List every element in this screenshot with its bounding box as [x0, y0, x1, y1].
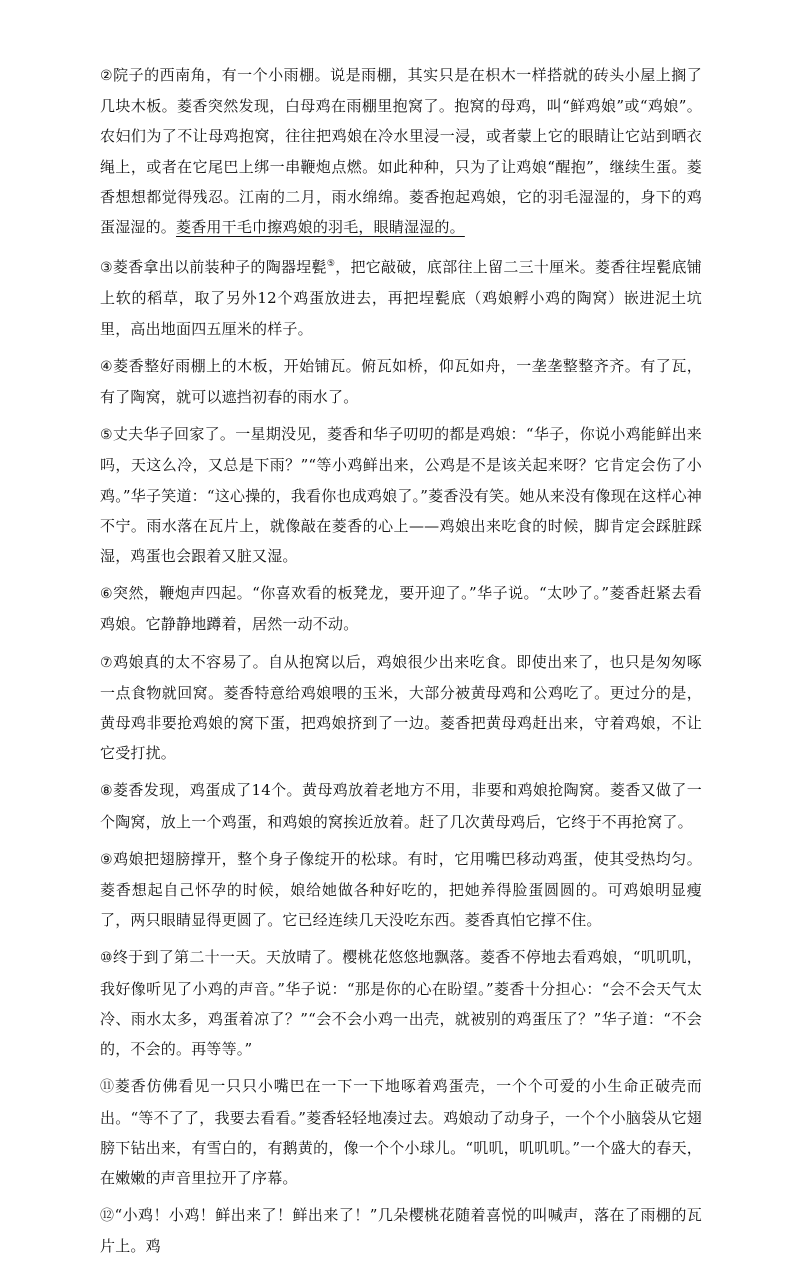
paragraph-2 [100, 60, 702, 242]
paragraph-10 [100, 942, 702, 1064]
paragraph-number: ⑫ [100, 1208, 115, 1225]
paragraph-number: ⑨ [100, 851, 114, 868]
paragraph-12 [100, 1200, 702, 1261]
paragraph-5 [100, 419, 702, 571]
paragraph-number: ⑩ [100, 950, 113, 967]
paragraph-3 [100, 249, 702, 344]
paragraph-text-continued: ，把它敲破，底部往上留二三十厘米。菱香往埕甏底铺上软的稻草，取了另外12个鸡蛋放进去，再把埕甏底（鸡娘孵小鸡的陶窝）嵌进泥土坑里，高出地面四五厘米的样子。 [100, 258, 702, 338]
paragraph-text: 菱香整好雨棚上的木板，开始铺瓦。俯瓦如桥，仰瓦如舟，一垄垄整整齐齐。有了瓦，有了陶窝，就可以遮挡初春的雨水了。 [100, 356, 702, 407]
paragraph-text: 菱香仿佛看见一只只小嘴巴在一下一下地啄着鸡蛋壳，一个个可爱的小生命正破壳而出。“等不了了，我要去看看。”菱香轻轻地凑过去。鸡娘动了动身子，一个个小脑袋从它翅膀下钻出来，有雪白的，有鹅黄的，像一个个小球儿。“叽叽，叽叽叽。”一个盛大的春天，在嫩嫩的声音里拉开了序幕。 [100, 1077, 702, 1187]
paragraph-4 [100, 351, 702, 412]
paragraph-text: 菱香发现，鸡蛋成了14个。黄母鸡放着老地方不用，非要和鸡娘抢陶窝。菱香又做了一个陶窝，放上一个鸡蛋，和鸡娘的窝挨近放着。赶了几次黄母鸡后，它终于不再抢窝了。 [100, 781, 702, 831]
paragraph-number: ⑥ [100, 586, 114, 603]
article-body [100, 60, 702, 1269]
footnote-marker: ⑤ [326, 259, 336, 270]
paragraph-7 [100, 647, 702, 769]
paragraph-text: 菱香拿出以前装种子的陶器埕甏 [112, 258, 327, 277]
paragraph-text: 鸡娘真的太不容易了。自从抱窝以后，鸡娘很少出来吃食。即使出来了，也只是匆匆啄一点食物就回窝。菱香特意给鸡娘喂的玉米，大部分被黄母鸡和公鸡吃了。更过分的是，黄母鸡非要抢鸡娘的窝下蛋，把鸡娘挤到了一边。菱香把黄母鸡赶出来，守着鸡娘，不让它受打扰。 [100, 652, 702, 763]
paragraph-text: 终于到了第二十一天。天放晴了。樱桃花悠悠地飘落。菱香不停地去看鸡娘，“叽叽叽，我好像听见了小鸡的声音。”华子说：“那是你的心在盼望。”菱香十分担心：“会不会天气太冷、雨水太多，鸡蛋着凉了？”“会不会小鸡一出壳，就被别的鸡蛋压了？”华子道：“不会的，不会的。再等等。” [100, 948, 702, 1059]
paragraph-number: ⑪ [100, 1079, 115, 1096]
paragraph-text: 鸡娘把翅膀撑开，整个身子像绽开的松球。有时，它用嘴巴移动鸡蛋，使其受热均匀。菱香想起自己怀孕的时候，娘给她做各种好吃的，把她养得脸蛋圆圆的。可鸡娘明显瘦了，两只眼睛显得更圆了。它已经连续几天没吃东西。菱香真怕它撑不住。 [100, 849, 702, 930]
paragraph-8 [100, 775, 702, 836]
paragraph-text: 丈夫华子回家了。一星期没见，菱香和华子叨叨的都是鸡娘：“华子，你说小鸡能鲜出来吗，天这么冷，又总是下雨？”“等小鸡鲜出来，公鸡是不是该关起来呀？它肯定会伤了小鸡。”华子笑道：“这心操的，我看你也成鸡娘了。”菱香没有笑。她从来没有像现在这样心神不宁。雨水落在瓦片上，就像敲在菱香的心上——鸡娘出来吃食的时候，脚肯定会踩脏踩湿，鸡蛋也会跟着又脏又湿。 [100, 425, 702, 566]
paragraph-9 [100, 844, 702, 936]
paragraph-number: ⑦ [100, 654, 114, 671]
paragraph-number: ⑧ [100, 783, 113, 800]
paragraph-number: ④ [100, 358, 114, 375]
paragraph-number: ② [100, 68, 114, 84]
paragraph-text: 突然，鞭炮声四起。“你喜欢看的板凳龙，要开迎了。”华子说。“太吵了。”菱香赶紧去看鸡娘。它静静地蹲着，居然一动不动。 [100, 584, 702, 634]
paragraph-text: “小鸡！小鸡！鲜出来了！鲜出来了！”几朵樱桃花随着喜悦的叫喊声，落在了雨棚的瓦片上。鸡 [100, 1206, 702, 1256]
paragraph-6 [100, 578, 702, 639]
paragraph-number: ⑤ [100, 427, 113, 444]
paragraph-text: 院子的西南角，有一个小雨棚。说是雨棚，其实只是在枳木一样搭就的砖头小屋上搁了几块木板。菱香突然发现，白母鸡在雨棚里抱窝了。抱窝的母鸡，叫“鲜鸡娘”或“鸡娘”。农妇们为了不让母鸡抱窝，往往把鸡娘在冷水里浸一浸，或者蒙上它的眼睛让它站到晒衣绳上，或者在它尾巴上绑一串鞭炮点燃。如此种种，只为了让鸡娘“醒抱”，继续生蛋。菱香想想都觉得残忍。江南的二月，雨水绵绵。菱香抱起鸡娘，它的羽毛湿湿的，身下的鸡蛋湿湿的。 [100, 66, 702, 237]
underlined-sentence: 菱香用干毛巾擦鸡娘的羽毛，眼睛湿湿的。 [176, 218, 465, 237]
paragraph-number: ③ [100, 260, 113, 277]
paragraph-11 [100, 1071, 702, 1193]
